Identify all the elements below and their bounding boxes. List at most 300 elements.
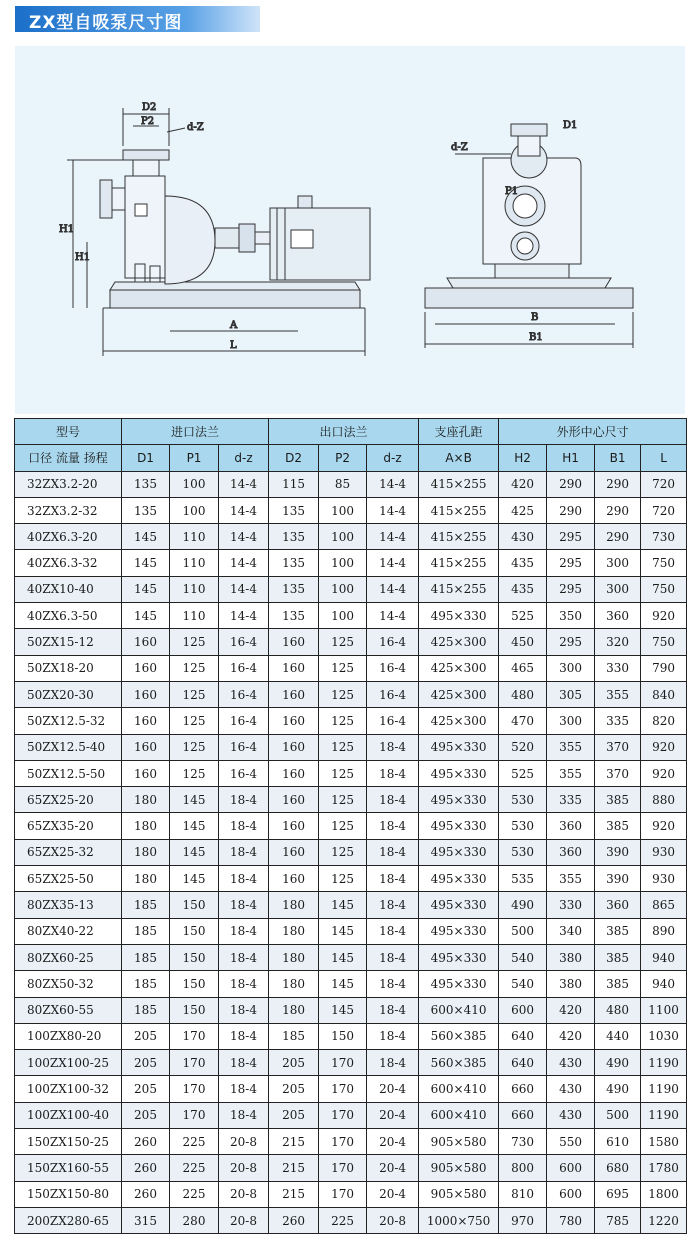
model-cell: 40ZX10-40 xyxy=(15,576,122,602)
value-cell: 425×300 xyxy=(419,681,499,707)
value-cell: 18-4 xyxy=(367,892,419,918)
model-cell: 150ZX150-80 xyxy=(15,1181,122,1207)
model-cell: 150ZX160-55 xyxy=(15,1155,122,1181)
value-cell: 18-4 xyxy=(219,1050,269,1076)
model-cell: 50ZX12.5-32 xyxy=(15,708,122,734)
model-cell: 150ZX150-25 xyxy=(15,1129,122,1155)
subheader-cell: B1 xyxy=(595,445,641,471)
value-cell: 180 xyxy=(269,892,319,918)
value-cell: 290 xyxy=(547,497,595,523)
value-cell: 150 xyxy=(319,1023,367,1049)
label-a: A xyxy=(230,320,238,331)
value-cell: 495×330 xyxy=(419,760,499,786)
value-cell: 85 xyxy=(319,471,367,497)
value-cell: 880 xyxy=(641,787,687,813)
value-cell: 18-4 xyxy=(219,918,269,944)
value-cell: 160 xyxy=(269,787,319,813)
value-cell: 145 xyxy=(170,866,219,892)
value-cell: 215 xyxy=(269,1129,319,1155)
value-cell: 490 xyxy=(499,892,547,918)
table-row xyxy=(15,655,687,681)
header-inlet-flange: 进口法兰 xyxy=(122,419,269,445)
value-cell: 305 xyxy=(547,681,595,707)
value-cell: 125 xyxy=(170,760,219,786)
value-cell: 145 xyxy=(319,997,367,1023)
value-cell: 160 xyxy=(122,760,170,786)
value-cell: 180 xyxy=(122,787,170,813)
value-cell: 495×330 xyxy=(419,839,499,865)
value-cell: 18-4 xyxy=(367,944,419,970)
table-body xyxy=(15,471,687,1234)
value-cell: 415×255 xyxy=(419,524,499,550)
value-cell: 360 xyxy=(595,603,641,629)
value-cell: 280 xyxy=(170,1207,219,1233)
value-cell: 385 xyxy=(595,918,641,944)
value-cell: 435 xyxy=(499,550,547,576)
value-cell: 430 xyxy=(547,1050,595,1076)
value-cell: 750 xyxy=(641,550,687,576)
page-title: ZX型自吸泵尺寸图 xyxy=(29,13,183,33)
model-cell: 32ZX3.2-20 xyxy=(15,471,122,497)
model-cell: 40ZX6.3-32 xyxy=(15,550,122,576)
value-cell: 940 xyxy=(641,971,687,997)
value-cell: 160 xyxy=(269,708,319,734)
value-cell: 840 xyxy=(641,681,687,707)
value-cell: 18-4 xyxy=(219,839,269,865)
value-cell: 185 xyxy=(122,971,170,997)
value-cell: 145 xyxy=(122,576,170,602)
value-cell: 115 xyxy=(269,471,319,497)
value-cell: 920 xyxy=(641,603,687,629)
value-cell: 125 xyxy=(319,708,367,734)
table-row xyxy=(15,734,687,760)
value-cell: 330 xyxy=(547,892,595,918)
value-cell: 16-4 xyxy=(367,708,419,734)
value-cell: 18-4 xyxy=(367,734,419,760)
subheader-cell: H2 xyxy=(499,445,547,471)
value-cell: 550 xyxy=(547,1129,595,1155)
table-row xyxy=(15,866,687,892)
value-cell: 18-4 xyxy=(219,971,269,997)
model-cell: 50ZX12.5-40 xyxy=(15,734,122,760)
value-cell: 18-4 xyxy=(367,839,419,865)
table-row xyxy=(15,629,687,655)
dimension-table xyxy=(14,418,687,1234)
value-cell: 525 xyxy=(499,760,547,786)
value-cell: 300 xyxy=(595,576,641,602)
value-cell: 330 xyxy=(595,655,641,681)
value-cell: 125 xyxy=(170,734,219,760)
value-cell: 145 xyxy=(319,892,367,918)
label-l: L xyxy=(230,340,237,351)
value-cell: 145 xyxy=(170,839,219,865)
value-cell: 415×255 xyxy=(419,550,499,576)
table-row xyxy=(15,813,687,839)
value-cell: 1000×750 xyxy=(419,1207,499,1233)
value-cell: 145 xyxy=(122,550,170,576)
value-cell: 125 xyxy=(319,787,367,813)
value-cell: 205 xyxy=(122,1076,170,1102)
value-cell: 18-4 xyxy=(219,1076,269,1102)
value-cell: 150 xyxy=(170,918,219,944)
value-cell: 20-4 xyxy=(367,1102,419,1128)
value-cell: 14-4 xyxy=(219,524,269,550)
value-cell: 415×255 xyxy=(419,497,499,523)
value-cell: 530 xyxy=(499,813,547,839)
header-outlet-flange: 出口法兰 xyxy=(269,419,419,445)
subheader-cell: H1 xyxy=(547,445,595,471)
value-cell: 18-4 xyxy=(367,971,419,997)
value-cell: 145 xyxy=(319,944,367,970)
value-cell: 415×255 xyxy=(419,471,499,497)
value-cell: 930 xyxy=(641,839,687,865)
value-cell: 185 xyxy=(122,997,170,1023)
value-cell: 495×330 xyxy=(419,813,499,839)
value-cell: 970 xyxy=(499,1207,547,1233)
value-cell: 530 xyxy=(499,839,547,865)
value-cell: 160 xyxy=(269,655,319,681)
table-row xyxy=(15,1207,687,1233)
value-cell: 14-4 xyxy=(219,471,269,497)
value-cell: 295 xyxy=(547,576,595,602)
value-cell: 260 xyxy=(122,1129,170,1155)
value-cell: 420 xyxy=(547,1023,595,1049)
table-row xyxy=(15,892,687,918)
value-cell: 215 xyxy=(269,1181,319,1207)
value-cell: 355 xyxy=(595,681,641,707)
value-cell: 295 xyxy=(547,629,595,655)
value-cell: 1100 xyxy=(641,997,687,1023)
value-cell: 290 xyxy=(595,471,641,497)
model-cell: 50ZX15-12 xyxy=(15,629,122,655)
value-cell: 355 xyxy=(547,760,595,786)
model-cell: 50ZX12.5-50 xyxy=(15,760,122,786)
value-cell: 135 xyxy=(269,603,319,629)
label-b: B xyxy=(531,312,539,323)
value-cell: 750 xyxy=(641,576,687,602)
value-cell: 300 xyxy=(547,655,595,681)
value-cell: 225 xyxy=(319,1207,367,1233)
model-cell: 65ZX25-50 xyxy=(15,866,122,892)
value-cell: 380 xyxy=(547,944,595,970)
value-cell: 300 xyxy=(595,550,641,576)
label-dz-right: d-Z xyxy=(451,142,468,153)
label-dz: d-Z xyxy=(187,122,204,133)
table-row xyxy=(15,708,687,734)
value-cell: 225 xyxy=(170,1129,219,1155)
value-cell: 180 xyxy=(122,866,170,892)
value-cell: 16-4 xyxy=(219,655,269,681)
dimension-table-wrapper xyxy=(14,418,686,1234)
value-cell: 110 xyxy=(170,576,219,602)
value-cell: 18-4 xyxy=(367,997,419,1023)
value-cell: 160 xyxy=(122,681,170,707)
value-cell: 100 xyxy=(319,603,367,629)
value-cell: 18-4 xyxy=(219,866,269,892)
value-cell: 720 xyxy=(641,471,687,497)
value-cell: 20-8 xyxy=(219,1207,269,1233)
value-cell: 290 xyxy=(595,497,641,523)
model-cell: 100ZX100-32 xyxy=(15,1076,122,1102)
header-model-line2: 口径 流量 扬程 xyxy=(15,445,122,471)
value-cell: 180 xyxy=(122,813,170,839)
table-row xyxy=(15,471,687,497)
value-cell: 18-4 xyxy=(219,1102,269,1128)
value-cell: 500 xyxy=(595,1102,641,1128)
value-cell: 500 xyxy=(499,918,547,944)
drawing-svg xyxy=(15,46,685,414)
value-cell: 600 xyxy=(547,1155,595,1181)
table-row xyxy=(15,603,687,629)
value-cell: 20-4 xyxy=(367,1181,419,1207)
value-cell: 16-4 xyxy=(219,708,269,734)
value-cell: 100 xyxy=(319,524,367,550)
value-cell: 125 xyxy=(170,629,219,655)
table-row xyxy=(15,1129,687,1155)
header-model-line1: 型号 xyxy=(15,419,122,445)
value-cell: 125 xyxy=(170,681,219,707)
label-h1: H1 xyxy=(59,224,75,235)
value-cell: 135 xyxy=(122,471,170,497)
value-cell: 125 xyxy=(319,655,367,681)
value-cell: 205 xyxy=(122,1050,170,1076)
value-cell: 20-4 xyxy=(367,1076,419,1102)
value-cell: 1800 xyxy=(641,1181,687,1207)
value-cell: 18-4 xyxy=(219,892,269,918)
label-p1: P1 xyxy=(505,186,519,197)
value-cell: 125 xyxy=(319,760,367,786)
value-cell: 16-4 xyxy=(219,760,269,786)
subheader-cell: d-z xyxy=(367,445,419,471)
value-cell: 170 xyxy=(319,1050,367,1076)
value-cell: 315 xyxy=(122,1207,170,1233)
model-cell: 100ZX80-20 xyxy=(15,1023,122,1049)
value-cell: 170 xyxy=(319,1102,367,1128)
value-cell: 560×385 xyxy=(419,1023,499,1049)
value-cell: 125 xyxy=(319,839,367,865)
value-cell: 18-4 xyxy=(367,787,419,813)
value-cell: 920 xyxy=(641,813,687,839)
value-cell: 100 xyxy=(319,550,367,576)
value-cell: 110 xyxy=(170,524,219,550)
table-row xyxy=(15,787,687,813)
value-cell: 20-8 xyxy=(219,1155,269,1181)
value-cell: 205 xyxy=(269,1076,319,1102)
table-row xyxy=(15,997,687,1023)
table-row xyxy=(15,1076,687,1102)
table-row xyxy=(15,1102,687,1128)
value-cell: 160 xyxy=(122,655,170,681)
model-cell: 50ZX18-20 xyxy=(15,655,122,681)
value-cell: 150 xyxy=(170,997,219,1023)
subheader-cell: D2 xyxy=(269,445,319,471)
table-row xyxy=(15,971,687,997)
value-cell: 180 xyxy=(269,997,319,1023)
label-p2: P2 xyxy=(141,116,155,127)
subheader-row xyxy=(15,445,687,471)
value-cell: 390 xyxy=(595,866,641,892)
table-row xyxy=(15,576,687,602)
model-cell: 40ZX6.3-50 xyxy=(15,603,122,629)
value-cell: 380 xyxy=(547,971,595,997)
value-cell: 160 xyxy=(122,734,170,760)
model-cell: 80ZX35-13 xyxy=(15,892,122,918)
subheader-cell: P2 xyxy=(319,445,367,471)
value-cell: 18-4 xyxy=(367,1050,419,1076)
value-cell: 14-4 xyxy=(219,550,269,576)
value-cell: 180 xyxy=(269,971,319,997)
value-cell: 18-4 xyxy=(367,866,419,892)
value-cell: 520 xyxy=(499,734,547,760)
model-cell: 65ZX25-20 xyxy=(15,787,122,813)
subheader-cell: A×B xyxy=(419,445,499,471)
value-cell: 100 xyxy=(319,576,367,602)
value-cell: 790 xyxy=(641,655,687,681)
value-cell: 150 xyxy=(170,892,219,918)
value-cell: 180 xyxy=(269,918,319,944)
value-cell: 135 xyxy=(122,497,170,523)
value-cell: 335 xyxy=(595,708,641,734)
subheader-cell: d-z xyxy=(219,445,269,471)
value-cell: 530 xyxy=(499,787,547,813)
value-cell: 360 xyxy=(547,813,595,839)
value-cell: 290 xyxy=(547,471,595,497)
value-cell: 170 xyxy=(319,1129,367,1155)
value-cell: 610 xyxy=(595,1129,641,1155)
value-cell: 415×255 xyxy=(419,576,499,602)
table-row xyxy=(15,1023,687,1049)
value-cell: 1220 xyxy=(641,1207,687,1233)
value-cell: 20-4 xyxy=(367,1155,419,1181)
value-cell: 170 xyxy=(319,1181,367,1207)
value-cell: 420 xyxy=(499,471,547,497)
model-cell: 65ZX35-20 xyxy=(15,813,122,839)
value-cell: 145 xyxy=(170,787,219,813)
value-cell: 495×330 xyxy=(419,787,499,813)
value-cell: 14-4 xyxy=(219,603,269,629)
value-cell: 420 xyxy=(547,997,595,1023)
value-cell: 540 xyxy=(499,944,547,970)
value-cell: 18-4 xyxy=(367,1023,419,1049)
model-cell: 65ZX25-32 xyxy=(15,839,122,865)
value-cell: 170 xyxy=(170,1050,219,1076)
value-cell: 16-4 xyxy=(219,734,269,760)
value-cell: 125 xyxy=(319,681,367,707)
pump-dimension-drawing xyxy=(15,46,685,414)
value-cell: 20-8 xyxy=(367,1207,419,1233)
value-cell: 185 xyxy=(122,944,170,970)
value-cell: 495×330 xyxy=(419,734,499,760)
value-cell: 205 xyxy=(122,1023,170,1049)
model-cell: 200ZX280-65 xyxy=(15,1207,122,1233)
model-cell: 80ZX60-55 xyxy=(15,997,122,1023)
value-cell: 14-4 xyxy=(367,524,419,550)
value-cell: 110 xyxy=(170,550,219,576)
value-cell: 125 xyxy=(319,813,367,839)
value-cell: 780 xyxy=(547,1207,595,1233)
value-cell: 160 xyxy=(269,839,319,865)
title-banner xyxy=(15,6,260,32)
value-cell: 16-4 xyxy=(367,629,419,655)
model-cell: 100ZX100-25 xyxy=(15,1050,122,1076)
value-cell: 18-4 xyxy=(367,760,419,786)
value-cell: 660 xyxy=(499,1076,547,1102)
value-cell: 14-4 xyxy=(219,497,269,523)
value-cell: 100 xyxy=(170,497,219,523)
value-cell: 320 xyxy=(595,629,641,655)
value-cell: 260 xyxy=(269,1207,319,1233)
label-h2: H1 xyxy=(75,252,91,263)
value-cell: 160 xyxy=(269,734,319,760)
value-cell: 135 xyxy=(269,524,319,550)
value-cell: 260 xyxy=(122,1181,170,1207)
value-cell: 16-4 xyxy=(219,681,269,707)
value-cell: 225 xyxy=(170,1155,219,1181)
table-row xyxy=(15,524,687,550)
value-cell: 160 xyxy=(269,760,319,786)
value-cell: 640 xyxy=(499,1050,547,1076)
value-cell: 160 xyxy=(269,813,319,839)
value-cell: 535 xyxy=(499,866,547,892)
table-row xyxy=(15,839,687,865)
value-cell: 495×330 xyxy=(419,971,499,997)
value-cell: 160 xyxy=(122,629,170,655)
value-cell: 170 xyxy=(319,1076,367,1102)
table-row xyxy=(15,944,687,970)
value-cell: 730 xyxy=(641,524,687,550)
model-cell: 100ZX100-40 xyxy=(15,1102,122,1128)
value-cell: 490 xyxy=(595,1076,641,1102)
value-cell: 465 xyxy=(499,655,547,681)
value-cell: 295 xyxy=(547,524,595,550)
value-cell: 640 xyxy=(499,1023,547,1049)
value-cell: 18-4 xyxy=(219,787,269,813)
value-cell: 20-8 xyxy=(219,1181,269,1207)
value-cell: 340 xyxy=(547,918,595,944)
value-cell: 785 xyxy=(595,1207,641,1233)
table-row xyxy=(15,550,687,576)
label-d2: D2 xyxy=(142,102,157,113)
value-cell: 495×330 xyxy=(419,944,499,970)
value-cell: 16-4 xyxy=(367,681,419,707)
value-cell: 425 xyxy=(499,497,547,523)
model-cell: 40ZX6.3-20 xyxy=(15,524,122,550)
value-cell: 100 xyxy=(319,497,367,523)
value-cell: 135 xyxy=(269,497,319,523)
value-cell: 18-4 xyxy=(219,813,269,839)
value-cell: 205 xyxy=(269,1050,319,1076)
value-cell: 18-4 xyxy=(367,918,419,944)
value-cell: 440 xyxy=(595,1023,641,1049)
value-cell: 695 xyxy=(595,1181,641,1207)
value-cell: 360 xyxy=(547,839,595,865)
value-cell: 1580 xyxy=(641,1129,687,1155)
value-cell: 125 xyxy=(319,734,367,760)
table-row xyxy=(15,918,687,944)
value-cell: 18-4 xyxy=(219,997,269,1023)
value-cell: 810 xyxy=(499,1181,547,1207)
value-cell: 300 xyxy=(547,708,595,734)
value-cell: 495×330 xyxy=(419,866,499,892)
value-cell: 14-4 xyxy=(367,497,419,523)
model-cell: 80ZX40-22 xyxy=(15,918,122,944)
value-cell: 180 xyxy=(122,839,170,865)
value-cell: 450 xyxy=(499,629,547,655)
value-cell: 720 xyxy=(641,497,687,523)
value-cell: 480 xyxy=(595,997,641,1023)
value-cell: 260 xyxy=(122,1155,170,1181)
value-cell: 145 xyxy=(122,603,170,629)
